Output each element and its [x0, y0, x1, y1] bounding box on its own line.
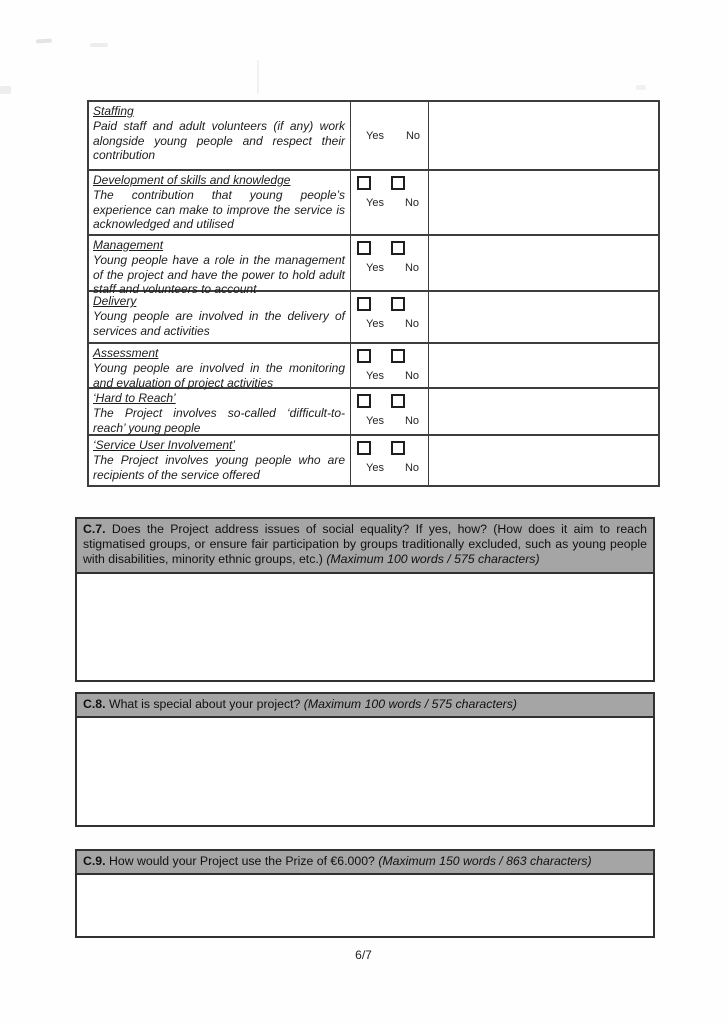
row-title: ‘Hard to Reach’: [93, 391, 176, 405]
scan-artifact: [90, 43, 108, 47]
table-row-management: [89, 234, 658, 297]
yes-label: Yes: [366, 197, 384, 209]
no-checkbox[interactable]: [391, 349, 405, 363]
row-description: The Project involves young people who are recipients of the service offered: [93, 452, 345, 482]
row-description: The contribution that young people’s experience can make to improve the service is acknowledged and utilised: [93, 187, 345, 232]
row-title: Delivery: [93, 294, 137, 308]
yes-label: Yes: [366, 262, 384, 274]
row-description: The Project involves so-called ‘difficult-to-reach’ young people: [93, 405, 345, 435]
row-title: ‘Service User Involvement’: [93, 438, 236, 452]
no-label: No: [404, 370, 420, 382]
yes-checkbox[interactable]: [357, 349, 371, 363]
scan-artifact: [0, 86, 11, 94]
question-text: Does the Project address issues of social equality? If yes, how? (How does it aim to reach stigmatised groups, or ensure fair participation by groups traditionally excluded, such as young people with disabilities, minority ethnic groups, etc.): [83, 522, 647, 567]
table-row-assessment: [89, 342, 658, 390]
no-checkbox[interactable]: [391, 394, 405, 408]
comments-cell[interactable]: [429, 102, 658, 169]
row-description: Young people are involved in the delivery of services and activities: [93, 308, 345, 338]
scan-artifact: [636, 85, 646, 90]
yes-checkbox[interactable]: [357, 241, 371, 255]
table-row-staffing: [89, 102, 658, 169]
no-checkbox[interactable]: [391, 441, 405, 455]
comments-cell[interactable]: [429, 236, 658, 290]
answer-box-c7[interactable]: [75, 572, 655, 682]
no-checkbox[interactable]: [391, 241, 405, 255]
table-row-delivery: [89, 290, 658, 342]
question-section-c8: [75, 692, 655, 827]
yes-label: Yes: [366, 462, 384, 474]
row-title: Development of skills and knowledge: [93, 173, 291, 187]
row-description: Young people have a role in the management of the project and have the power to hold adult staff and volunteers to account: [93, 252, 345, 297]
no-checkbox[interactable]: [391, 176, 405, 190]
scan-artifact: [36, 38, 52, 43]
no-label: No: [404, 318, 420, 330]
word-limit: (Maximum 100 words / 575 characters): [326, 552, 540, 567]
question-text: What is special about your project?: [108, 697, 301, 711]
table-row-hard-to-reach: [89, 387, 658, 434]
row-description: Paid staff and adult volunteers (if any) work alongside young people and respect their contribution: [93, 118, 345, 163]
question-header: [75, 692, 655, 716]
table-row-skills: [89, 169, 658, 234]
scan-artifact: [257, 60, 259, 94]
comments-cell[interactable]: [429, 389, 658, 434]
yes-checkbox[interactable]: [357, 394, 371, 408]
question-header: [75, 849, 655, 873]
question-id: C.7.: [83, 522, 106, 536]
yes-checkbox[interactable]: [357, 297, 371, 311]
yes-label: Yes: [366, 415, 384, 427]
no-label: No: [404, 262, 420, 274]
answer-box-c9[interactable]: [75, 873, 655, 938]
question-section-c7: [75, 517, 655, 682]
comments-cell[interactable]: [429, 171, 658, 234]
no-checkbox[interactable]: [391, 297, 405, 311]
word-limit: (Maximum 100 words / 575 characters): [303, 697, 518, 711]
no-label: No: [404, 197, 420, 209]
table-row-service-user: [89, 434, 658, 485]
yes-label: Yes: [366, 318, 384, 330]
question-text: How would your Project use the Prize of €6.000?: [108, 854, 375, 868]
yes-checkbox[interactable]: [357, 176, 371, 190]
no-label: No: [404, 415, 420, 427]
row-description: Young people are involved in the monitoring and evaluation of project activities: [93, 360, 345, 390]
question-id: C.8.: [83, 697, 106, 711]
row-title: Management: [93, 238, 164, 252]
yes-label: Yes: [366, 129, 384, 142]
word-limit: (Maximum 150 words / 863 characters): [378, 854, 592, 868]
yes-label: Yes: [366, 370, 384, 382]
question-section-c9: [75, 849, 655, 938]
comments-cell[interactable]: [429, 292, 658, 342]
answer-box-c8[interactable]: [75, 716, 655, 827]
yes-checkbox[interactable]: [357, 441, 371, 455]
question-header: [75, 517, 655, 572]
question-id: C.9.: [83, 854, 106, 868]
no-label: No: [405, 129, 421, 142]
comments-cell[interactable]: [429, 436, 658, 485]
no-label: No: [404, 462, 420, 474]
participation-table: [87, 100, 660, 487]
row-title: Assessment: [93, 346, 159, 360]
comments-cell[interactable]: [429, 344, 658, 387]
row-title: Staffing: [93, 104, 134, 118]
page-number: 6/7: [355, 948, 372, 962]
